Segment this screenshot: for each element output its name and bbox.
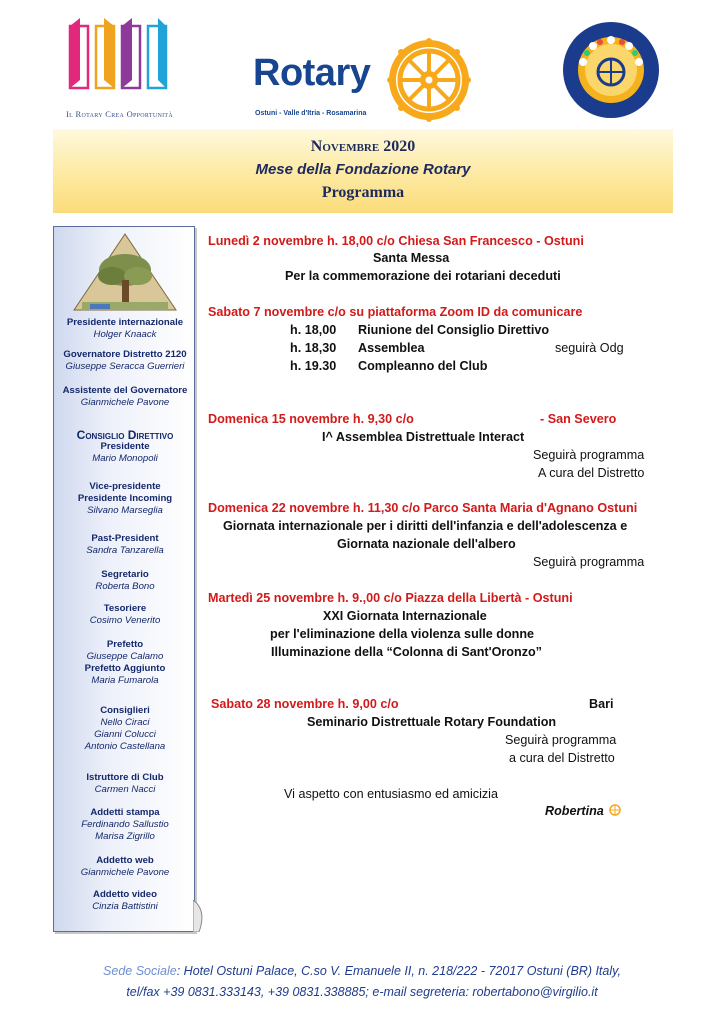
- event-2-time: h. 18,30: [290, 341, 337, 355]
- event-2-desc: Compleanno del Club: [358, 359, 488, 373]
- event-4-note-1: Seguirà programma: [533, 555, 645, 569]
- event-2-time: h. 19.30: [290, 359, 337, 373]
- sidebar-block-president: [54, 429, 196, 465]
- title-banner: [53, 129, 673, 213]
- sidebar-block-vice-president: [54, 481, 196, 517]
- olive-tree-illustration: [72, 232, 178, 312]
- event-2-desc: Riunione del Consiglio Direttivo: [358, 323, 550, 337]
- sidebar-role: Istruttore di Club: [86, 772, 164, 783]
- sidebar-name: Ferdinando Sallustio: [81, 819, 169, 830]
- rotary-club-name: Ostuni - Valle d'Itria - Rosamarina: [255, 110, 367, 117]
- sidebar-role: Presidente Incoming: [77, 493, 173, 504]
- event-5-line-1: XXI Giornata Internazionale: [323, 609, 487, 623]
- footer-address: [0, 964, 724, 978]
- sidebar-name: Cinzia Battistini: [92, 901, 158, 912]
- event-6-line-1: Seminario Distrettuale Rotary Foundation: [307, 715, 557, 729]
- club-officers-sidebar: [53, 226, 195, 932]
- sidebar-block-press: [54, 807, 196, 843]
- sidebar-block-assistant-governor: [54, 385, 196, 409]
- sidebar-role: Consiglieri: [100, 705, 150, 716]
- signature: Robertina: [545, 804, 604, 818]
- footer-contacts: tel/fax +39 0831.333143, +39 0831.338885; e-mail segreteria: robertabono@virgilio.it: [126, 985, 598, 999]
- sidebar-block-video: [54, 889, 196, 913]
- event-6-note-1: Seguirà programma: [505, 733, 617, 747]
- event-6-note-2: a cura del Distretto: [509, 751, 615, 765]
- doors-logo: [66, 14, 176, 94]
- sidebar-name: Gianmichele Pavone: [80, 867, 170, 878]
- governor-seal-logo: [561, 20, 661, 120]
- footer-address-text: Hotel Ostuni Palace, C.so V. Emanuele II, n. 218/222 - 72017 Ostuni (BR) Italy,: [183, 964, 621, 978]
- sidebar-name: Nello Ciraci: [100, 717, 150, 728]
- event-6-location: Bari: [589, 697, 614, 711]
- event-3-note-1: Seguirà programma: [533, 448, 645, 462]
- sidebar-role: Assistente del Governatore: [62, 385, 188, 396]
- event-2-time: h. 18,00: [290, 323, 337, 337]
- sidebar-heading: Consiglio Direttivo: [76, 428, 174, 442]
- closing-line: Vi aspetto con entusiasmo ed amicizia: [284, 787, 498, 801]
- footer-colon: :: [176, 964, 184, 978]
- sidebar-name: Holger Knaack: [93, 329, 157, 340]
- sidebar-name: Sandra Tanzarella: [86, 545, 164, 556]
- sidebar-block-club-instructor: [54, 772, 196, 796]
- sidebar-name: Carmen Nacci: [94, 784, 156, 795]
- event-4-title: Domenica 22 novembre h. 11,30 c/o Parco Santa Maria d'Agnano Ostuni: [208, 501, 638, 515]
- sidebar-role: Addetto video: [93, 889, 157, 900]
- sidebar-block-councillors: [54, 705, 196, 753]
- banner-month: Novembre 2020: [310, 138, 416, 155]
- sidebar-name: Giuseppe Seracca Guerrieri: [65, 361, 185, 372]
- sidebar-block-treasurer: [54, 603, 196, 627]
- event-4-line-1: Giornata internazionale per i diritti dell'infanzia e dell'adolescenza e: [223, 519, 628, 533]
- event-3-line-1: I^ Assemblea Distrettuale Interact: [322, 430, 525, 444]
- sidebar-name: Cosimo Venerito: [89, 615, 161, 626]
- sidebar-name: Giuseppe Calamo: [86, 651, 164, 662]
- sidebar-role: Tesoriere: [103, 603, 147, 614]
- sidebar-role: Presidente: [100, 441, 150, 452]
- event-3-note-2: A cura del Distretto: [538, 466, 645, 480]
- banner-subtitle: Mese della Fondazione Rotary: [255, 161, 471, 178]
- event-1-title: Lunedì 2 novembre h. 18,00 c/o Chiesa San Francesco - Ostuni: [208, 234, 584, 248]
- sidebar-name: Roberta Bono: [95, 581, 155, 592]
- sidebar-name: Antonio Castellana: [84, 741, 166, 752]
- rotary-wheel-small-icon: [609, 804, 621, 816]
- event-3-location: - San Severo: [540, 412, 617, 426]
- sidebar-role: Past-President: [91, 533, 159, 544]
- page-curl-decoration: [193, 900, 209, 932]
- sidebar-block-prefect: [54, 639, 196, 687]
- sidebar-block-past-president: [54, 533, 196, 557]
- sidebar-role: Prefetto: [106, 639, 144, 650]
- sidebar-name: Mario Monopoli: [92, 453, 158, 464]
- sidebar-role: Addetti stampa: [90, 807, 160, 818]
- event-2-title: Sabato 7 novembre c/o su piattaforma Zoom ID da comunicare: [208, 305, 583, 319]
- sidebar-role: Governatore Distretto 2120: [63, 349, 187, 360]
- event-6-title: Sabato 28 novembre h. 9,00 c/o: [211, 697, 399, 711]
- sidebar-name: Gianni Colucci: [94, 729, 156, 740]
- sidebar-role: Addetto web: [96, 855, 154, 866]
- event-1-line-2: Per la commemorazione dei rotariani deceduti: [285, 269, 561, 283]
- event-5-line-2: per l'eliminazione della violenza sulle donne: [270, 627, 535, 641]
- rotary-wheel-icon: [387, 38, 471, 122]
- sidebar-name: Silvano Marseglia: [87, 505, 163, 516]
- sidebar-role: Vice-presidente: [89, 481, 161, 492]
- sidebar-role: Presidente internazionale: [66, 317, 184, 328]
- banner-programma: Programma: [321, 184, 405, 201]
- tagline: Il Rotary Crea Opportunità: [66, 109, 173, 119]
- sidebar-name: Gianmichele Pavone: [80, 397, 170, 408]
- event-5-title: Martedì 25 novembre h. 9.,00 c/o Piazza della Libertà - Ostuni: [208, 591, 573, 605]
- event-1-line-1: Santa Messa: [373, 251, 450, 265]
- rotary-wordmark: Rotary: [253, 52, 371, 94]
- sidebar-block-secretary: [54, 569, 196, 593]
- sidebar-name: Marisa Zigrillo: [95, 831, 155, 842]
- event-2-note: seguirà Odg: [555, 341, 624, 355]
- footer-label: Sede Sociale: [103, 964, 177, 978]
- sidebar-role: Prefetto Aggiunto: [84, 663, 166, 674]
- event-2-desc: Assemblea: [358, 341, 425, 355]
- sidebar-block-governor: [54, 349, 196, 373]
- event-4-line-2: Giornata nazionale dell'albero: [337, 537, 516, 551]
- sidebar-block-web: [54, 855, 196, 879]
- event-5-line-3: Illuminazione della “Colonna di Sant'Oronzo”: [271, 645, 542, 659]
- sidebar-name: Maria Fumarola: [91, 675, 159, 686]
- sidebar-block-president-international: [54, 317, 196, 341]
- sidebar-role: Segretario: [101, 569, 149, 580]
- event-3-title: Domenica 15 novembre h. 9,30 c/o: [208, 412, 414, 426]
